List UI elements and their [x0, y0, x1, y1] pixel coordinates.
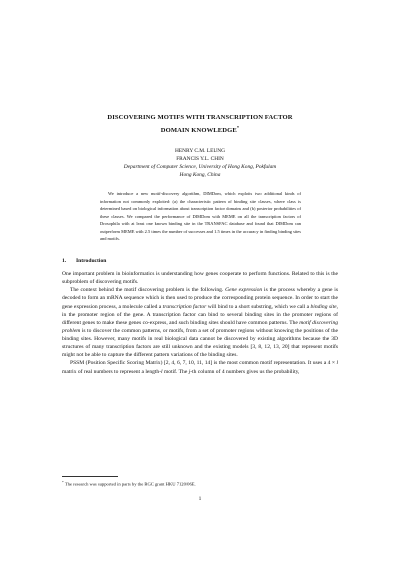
text-run: , in the promoter region of the gene. A transcription factor can bind to several binding sites in the promoter regions of different genes to make these genes co-express, and such binding sites should have common patterns. The [62, 303, 338, 326]
text-run: matrix of real numbers to represent a length- [62, 368, 162, 375]
body-text [62, 270, 338, 376]
footnote [62, 479, 338, 488]
footnote-rule [62, 476, 118, 477]
title-footnote-mark: * [236, 125, 240, 130]
title-line-2: DOMAIN KNOWLEDGE [160, 127, 237, 135]
affiliation [80, 163, 320, 179]
section-heading [62, 258, 338, 264]
text-run: will bind to a short substring, which we call a [206, 303, 311, 310]
author-name: HENRY C.M. LEUNG [174, 148, 226, 154]
term-emphasis: binding site [310, 303, 337, 310]
paragraph-2 [62, 286, 338, 359]
math-variable: j [188, 368, 191, 375]
title-line-1: DISCOVERING MOTIFS WITH TRANSCRIPTION FACTOR [107, 114, 293, 121]
section-number: 1. [62, 258, 67, 264]
affiliation-line-1: Department of Computer Science, University of Hong Kong, Pokfulam [123, 164, 277, 170]
author-list [100, 147, 300, 163]
text-run: is the process whereby a gene is decoded to form an mRNA sequence which is then used to produce the corresponding protein sequence. In order to start the gene expression process, a molecule called a [62, 287, 338, 310]
math-variable: l [336, 360, 338, 367]
paragraph-3 [62, 359, 338, 375]
affiliation-line-2: Hong Kong, China [179, 172, 221, 178]
section-title: Introduction [76, 258, 107, 264]
footnote-mark: * [62, 480, 64, 484]
paragraph-1-text: One important problem in bioinformatics is understanding how genes cooperate to perform functions. Related to this is the subproblem of discovering motifs. [62, 271, 338, 286]
footnote-text: The research was supported in parts by the RGC grant HKU 7120/06E. [63, 481, 196, 487]
text-run: -th column of 4 numbers gives us the probability, [190, 368, 300, 375]
text-run: PSSM (Position Specific Scoring Matrix) [2, 4, 6, 7, 10, 11, 14] is the most common motif representation. It uses a 4 × [70, 360, 337, 367]
math-variable: l [161, 368, 163, 375]
abstract-text: We introduce a new motif-discovery algorithm, DIMDom, which exploits two additional kinds of information not commonly exploited: (a) the characteristic pattern of binding site classes, where class is determined based on biological information about transcription factor domains and (b) posterior probabilities of these classes. We compared the performance of DIMDom with MEME on all the transcription factors of Drosophila with at least one known binding site in the TRANSFAC database and found that DIMDom can outperform MEME with 2.5 times the number of successes and 1.5 times in the accuracy in finding binding sites and motifs. [100, 191, 301, 242]
author-name: FRANCIS Y.L. CHIN [176, 156, 224, 162]
term-emphasis: Gene expression [225, 287, 263, 294]
term-emphasis: motif discovering problem [62, 319, 339, 334]
text-run: motif. The [162, 368, 189, 375]
paragraph-1 [62, 270, 338, 286]
text-run: is to discover the common patterns, or motifs, from a set of promoter regions without knowing the positions of the binding sites. However, many motifs in real biological data cannot be discovered by existing algorithms because the 3D structures of many transcription factors are still unknown and the existing models [3, 8, 12, 13, 20] that represent motifs might not be able to capture the different pattern variations of the binding sites. [62, 327, 338, 359]
page-number: 1 [198, 496, 202, 502]
term-emphasis: transcription factor [162, 303, 207, 310]
text-run: The context behind the motif discovering problem is the following. [70, 287, 226, 294]
paper-title [60, 113, 340, 136]
abstract [100, 190, 301, 243]
